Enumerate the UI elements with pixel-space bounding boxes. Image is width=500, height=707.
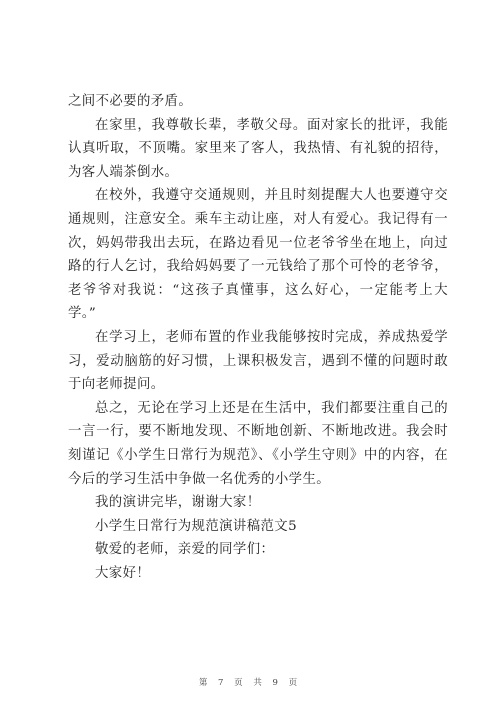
- document-body: [68, 90, 448, 585]
- paragraph-conclusion: 总之，无论在学习上还是在生活中，我们都要注重自己的一言一行，要不断地发现、不断地创新、不断地改进。我会时刻谨记《小学生日常行为规范》、《小学生守则》中的内容，在今后的学习生活中争做一名优秀的小学生。: [68, 400, 448, 487]
- salutation-line: 敬爱的老师，亲爱的同学们：: [95, 542, 275, 558]
- greeting-line: 大家好！: [95, 565, 151, 581]
- paragraph-outside-school: 在校外，我遵守交通规则，并且时刻提醒大人也要遵守交通规则，注意安全。乘车主动让座，对人有爱心。我记得有一次，妈妈带我出去玩，在路边看见一位老爷爷坐在地上，向过路的行人乞讨，我给妈妈要了一元钱给了那个可怜的老爷爷，老爷爷对我说：“这孩子真懂事，这么好心，一定能考上大学。”: [68, 188, 448, 322]
- closing-line: 我的演讲完毕，谢谢大家！: [95, 495, 261, 511]
- page-number-footer: 第 7 页 共 9 页: [198, 678, 302, 688]
- section-title: 小学生日常行为规范演讲稿范文5: [95, 518, 297, 534]
- paragraph-continuation: 之间不必要的矛盾。: [68, 94, 193, 109]
- paragraph-study: 在学习上，老师布置的作业我能够按时完成，养成热爱学习，爱动脑筋的好习惯，上课积极发言，遇到不懂的问题时敢于向老师提问。: [68, 329, 448, 393]
- paragraph-home: 在家里，我尊敬长辈，孝敬父母。面对家长的批评，我能认真听取，不顶嘴。家里来了客人，我热情、有礼貌的招待，为客人端茶倒水。: [68, 117, 448, 180]
